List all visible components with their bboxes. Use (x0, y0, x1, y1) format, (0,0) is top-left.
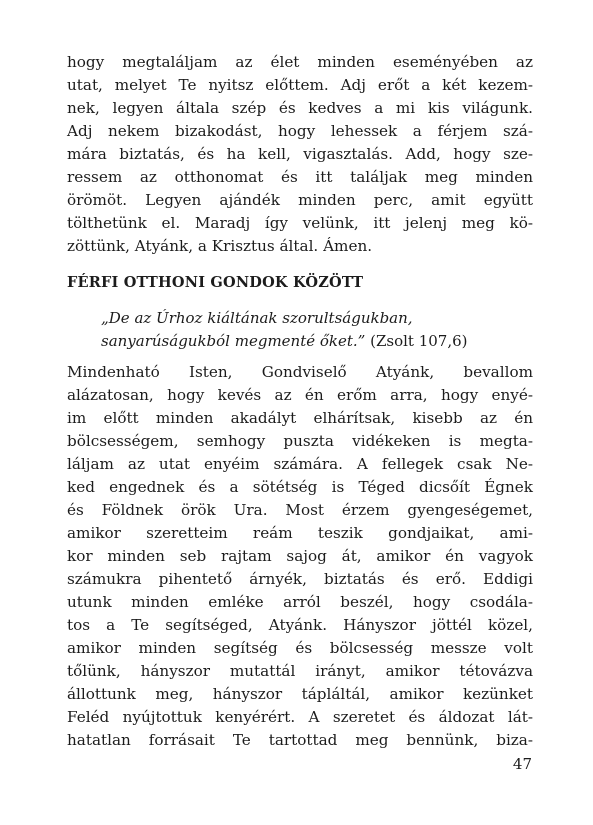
text-line: kor minden seb rajtam sajog át, amikor én vagyok (67, 547, 533, 565)
text-line: örömöt. Legyen ajándék minden perc, amit együtt (67, 191, 533, 209)
text-line: zöttünk, Atyánk, a Krisztus által. Ámen. (67, 237, 373, 255)
text-line: tölthetünk el. Maradj így velünk, itt jelenj meg kö- (67, 214, 533, 232)
text-line: hatatlan forrásait Te tartottad meg bennünk, biza- (67, 731, 533, 749)
text-line: mára biztatás, és ha kell, vigasztalás. Add, hogy sze- (67, 145, 533, 163)
quote-text: sanyarúságukból megmenté őket.” (101, 332, 366, 350)
text-line: tőlünk, hányszor mutattál irányt, amikor tétovázva (67, 662, 533, 680)
text-line: utat, melyet Te nyitsz előttem. Adj erőt a két kezem- (67, 76, 533, 94)
text-line: tos a Te segítséged, Atyánk. Hányszor jöttél közel, (67, 616, 533, 634)
text-line: Mindenható Isten, Gondviselő Atyánk, bevallom (67, 363, 533, 381)
quote-line (101, 307, 541, 330)
text-line: állottunk meg, hányszor tápláltál, amikor kezünket (67, 685, 533, 703)
text-line: és Földnek örök Ura. Most érzem gyengeségemet, (67, 501, 533, 519)
text-line: bölcsességem, semhogy puszta vidékeken is megta- (67, 432, 533, 450)
text-line: alázatosan, hogy kevés az én erőm arra, hogy enyé- (67, 386, 533, 404)
quote-reference: (Zsolt 107,6) (365, 332, 468, 350)
text-line: amikor szeretteim reám teszik gondjaikat, ami- (67, 524, 533, 542)
text-line: ressem az otthonomat és itt találjak meg minden (67, 168, 533, 186)
paragraph-prayer-end (67, 51, 533, 258)
text-line: ked engednek és a sötétség is Téged dicsőít Égnek (67, 478, 533, 496)
text-line: láljam az utat enyéim számára. A fellegek csak Ne- (67, 455, 533, 473)
text-line: amikor minden segítség és bölcsesség messze volt (67, 639, 533, 657)
text-line: utunk minden emléke arról beszél, hogy csodála- (67, 593, 533, 611)
text-line: hogy megtaláljam az élet minden eseményében az (67, 53, 533, 71)
section-heading: FÉRFI OTTHONI GONDOK KÖZÖTT (67, 274, 364, 291)
paragraph-prayer (67, 361, 533, 752)
text-line: Adj nekem bizakodást, hogy lehessek a férjem szá- (67, 122, 533, 140)
quote-line (101, 330, 541, 353)
text-line: számukra pihentető árnyék, biztatás és erő. Eddigi (67, 570, 533, 588)
scripture-quote (101, 307, 541, 353)
page-number: 47 (512, 755, 532, 773)
text-line: nek, legyen általa szép és kedves a mi kis világunk. (67, 99, 533, 117)
quote-text: „De az Úrhoz kiáltának szorultságukban, (101, 309, 413, 327)
text-line: im előtt minden akadályt elhárítsak, kisebb az én (67, 409, 533, 427)
text-line: Feléd nyújtottuk kenyérért. A szeretet és áldozat lát- (67, 708, 533, 726)
